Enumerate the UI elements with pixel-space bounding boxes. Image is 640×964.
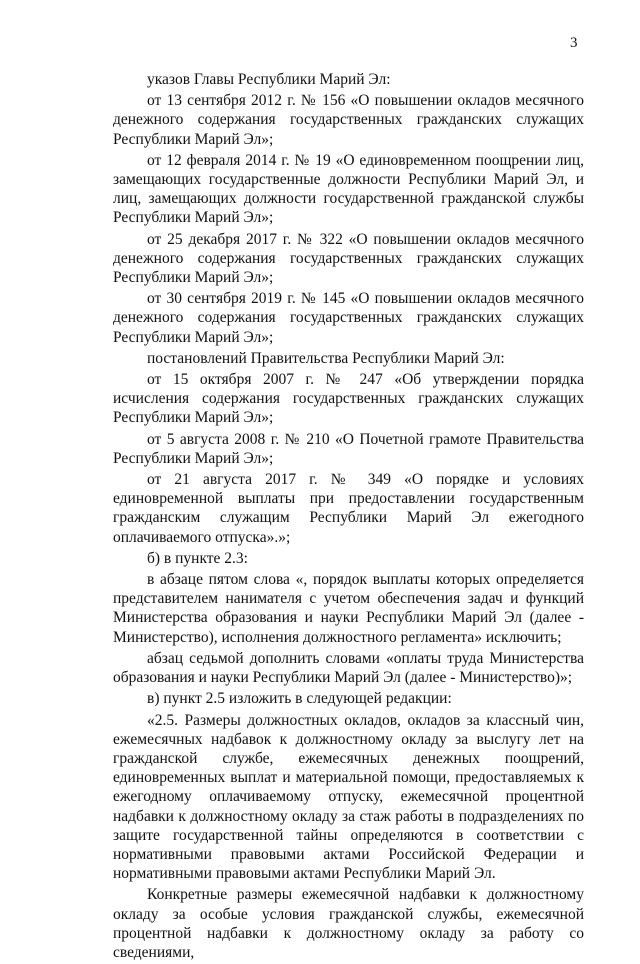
paragraph: от 12 февраля 2014 г. № 19 «О единовременном поощрении лиц, замещающих государственные должности Республики Марий Эл, и лиц, замещающих должности государственной гражданской службы Республики Марий Эл»;: [113, 151, 584, 227]
paragraph: Конкретные размеры ежемесячной надбавки к должностному окладу за особые условия гражданской службы, ежемесячной процентной надбавки к должностному окладу за работу со сведениями,: [113, 886, 584, 961]
paragraph: от 15 октября 2007 г. № 247 «Об утверждении порядка исчисления содержания государственных гражданских служащих Республики Марий Эл»;: [113, 371, 584, 427]
page-number: 3: [570, 35, 578, 51]
paragraph: от 13 сентября 2012 г. № 156 «О повышении окладов месячного денежного содержания государственных гражданских служащих Республики Марий Эл»;: [113, 92, 584, 148]
document-body: [113, 70, 584, 964]
paragraph: от 25 декабря 2017 г. № 322 «О повышении окладов месячного денежного содержания государственных гражданских служащих Республики Марий Эл»;: [113, 230, 584, 287]
paragraph: абзац седьмой дополнить словами «оплаты труда Министерства образования и науки Республики Марий Эл (далее - Министерство)»;: [113, 649, 584, 687]
paragraph: постановлений Правительства Республики Марий Эл:: [147, 349, 505, 367]
paragraph: б) в пункте 2.3:: [147, 549, 248, 567]
paragraph: в) пункт 2.5 изложить в следующей редакции:: [147, 690, 452, 708]
paragraph: от 21 августа 2017 г. № 349 «О порядке и условиях единовременной выплаты при предоставлении государственным гражданским служащим Республики Марий Эл ежегодного оплачиваемого отпуска».»;: [113, 471, 584, 546]
paragraph: указов Главы Республики Марий Эл:: [147, 71, 391, 88]
paragraph: от 5 августа 2008 г. № 210 «О Почетной грамоте Правительства Республики Марий Эл»;: [113, 430, 584, 467]
paragraph: в абзаце пятом слова «, порядок выплаты которых определяется представителем нанимателя с учетом обеспечения задач и функций Министерства образования и науки Республики Марий Эл (далее - Министерство), исполнения должностного регламента» исключить;: [113, 571, 584, 646]
paragraph: от 30 сентября 2019 г. № 145 «О повышении окладов месячного денежного содержания государственных гражданских служащих Республики Марий Эл»;: [113, 290, 584, 346]
paragraph: «2.5. Размеры должностных окладов, окладов за классный чин, ежемесячных надбавок к должностному окладу за выслугу лет на гражданской службе, ежемесячных денежных поощрений, единовременных выплат и материальной помощи, предоставляемых к ежегодному оплачиваемому отпуску, ежемесячной процентной надбавки к должностному окладу за стаж работы в подразделениях по защите государственной тайны определяются в соответствии с нормативными правовыми актами Российской Федерации и нормативными правовыми актами Республики Марий Эл.: [113, 711, 584, 883]
